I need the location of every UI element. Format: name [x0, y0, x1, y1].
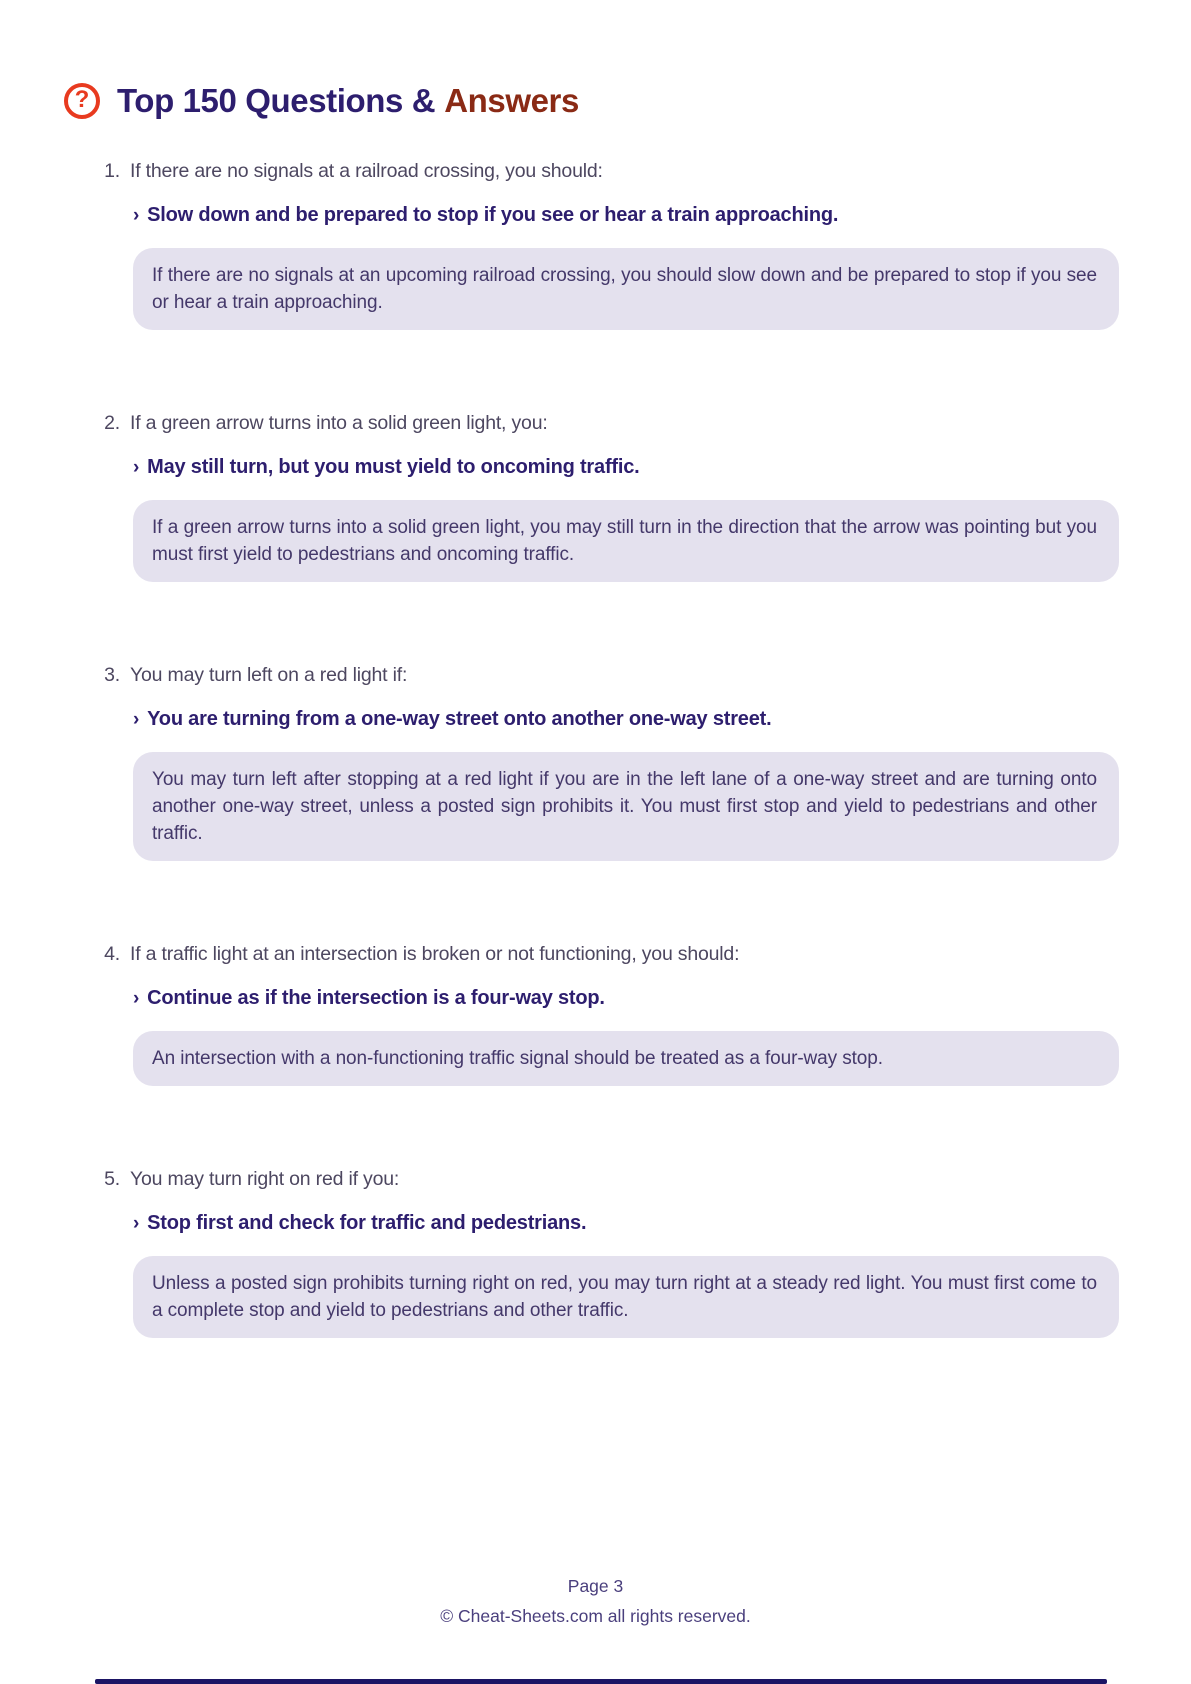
explanation-box: If there are no signals at an upcoming railroad crossing, you should slow down and be prepared to stop if you see or hear a train approaching. [133, 248, 1119, 330]
question-text: You may turn left on a red light if: [130, 664, 408, 686]
answer-text: Stop first and check for traffic and pedestrians. [147, 1212, 587, 1234]
question-row [100, 664, 1119, 687]
question-row [100, 160, 1119, 183]
qa-list [100, 160, 1119, 1338]
page-title-accent: Answers [444, 82, 579, 119]
answer-text: You are turning from a one-way street onto another one-way street. [147, 708, 772, 730]
chevron-right-icon: › [133, 1213, 140, 1234]
answer-row [133, 707, 1119, 732]
copyright-notice: © Cheat-Sheets.com all rights reserved. [440, 1606, 751, 1626]
question-row [100, 1168, 1119, 1191]
explanation-box: Unless a posted sign prohibits turning right on red, you may turn right at a steady red light. You must first come to a complete stop and yield to pedestrians and other traffic. [133, 1256, 1119, 1338]
question-text: If a green arrow turns into a solid green light, you: [130, 412, 548, 434]
qa-item-3 [100, 664, 1119, 861]
answer-row [133, 986, 1119, 1011]
chevron-right-icon: › [133, 205, 140, 226]
explanation-box: If a green arrow turns into a solid green light, you may still turn in the direction that the arrow was pointing but you must first yield to pedestrians and oncoming traffic. [133, 500, 1119, 582]
question-text: If there are no signals at a railroad crossing, you should: [130, 160, 603, 182]
page-footer [0, 1576, 1191, 1626]
chevron-right-icon: › [133, 988, 140, 1009]
chevron-right-icon: › [133, 457, 140, 478]
qa-item-2 [100, 412, 1119, 582]
question-row [100, 943, 1119, 966]
chevron-right-icon: › [133, 709, 140, 730]
answer-text: Slow down and be prepared to stop if you see or hear a train approaching. [147, 204, 839, 226]
explanation-box: An intersection with a non-functioning traffic signal should be treated as a four-way stop. [133, 1031, 1119, 1086]
answer-text: Continue as if the intersection is a four-way stop. [147, 987, 605, 1009]
question-number: 1. [104, 160, 120, 182]
answer-row [133, 455, 1119, 480]
page-header [0, 0, 1191, 120]
answer-row [133, 203, 1119, 228]
qa-item-1 [100, 160, 1119, 330]
qa-item-5 [100, 1168, 1119, 1338]
question-row [100, 412, 1119, 435]
page-number: Page 3 [567, 1576, 624, 1596]
question-mark-circle-icon: ? [64, 83, 100, 119]
question-number: 3. [104, 664, 120, 686]
question-number: 4. [104, 943, 120, 965]
question-text: If a traffic light at an intersection is broken or not functioning, you should: [130, 943, 740, 965]
answer-row [133, 1211, 1119, 1236]
page-title [117, 82, 579, 120]
question-number: 2. [104, 412, 120, 434]
page-title-primary: Top 150 Questions & [117, 82, 436, 119]
answer-text: May still turn, but you must yield to oncoming traffic. [147, 456, 640, 478]
explanation-box: You may turn left after stopping at a red light if you are in the left lane of a one-way street and are turning onto another one-way street, unless a posted sign prohibits it. You must first stop and yield to pedestrians and other traffic. [133, 752, 1119, 861]
qa-item-4 [100, 943, 1119, 1086]
question-text: You may turn right on red if you: [130, 1168, 400, 1190]
bottom-accent-bar [95, 1679, 1107, 1684]
question-number: 5. [104, 1168, 120, 1190]
